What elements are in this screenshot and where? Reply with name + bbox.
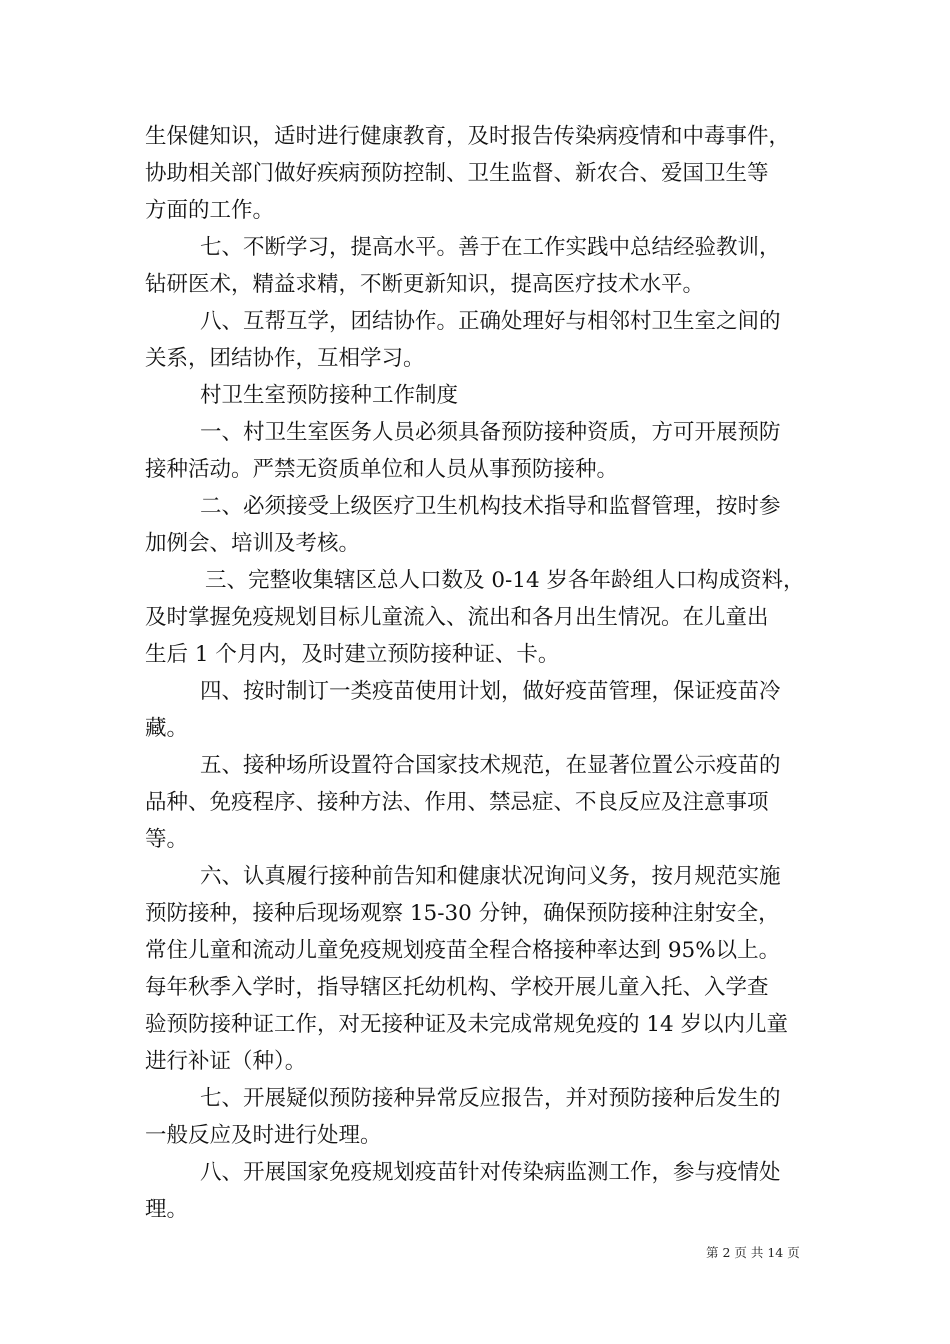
section-heading: 村卫生室预防接种工作制度 [200,383,459,408]
text-line: 等。 [145,827,189,852]
text-line: 藏。 [145,716,189,741]
text-line: 验预防接种证工作，对无接种证及未完成常规免疫的 14 岁以内儿童 [145,1012,789,1037]
page-number-footer: 第 2 页 共 14 页 [706,1245,800,1260]
paragraph-start-line: 一、村卫生室医务人员必须具备预防接种资质，方可开展预防 [200,420,781,445]
paragraph-start-line: 八、开展国家免疫规划疫苗针对传染病监测工作，参与疫情处 [200,1160,781,1185]
text-line: 每年秋季入学时，指导辖区托幼机构、学校开展儿童入托、入学查 [145,975,769,1000]
paragraph-start-line: 六、认真履行接种前告知和健康状况询问义务，按月规范实施 [200,864,781,889]
text-line: 一般反应及时进行处理。 [145,1123,382,1148]
text-line: 协助相关部门做好疾病预防控制、卫生监督、新农合、爱国卫生等 [145,161,769,186]
paragraph-start-line: 八、互帮互学，团结协作。正确处理好与相邻村卫生室之间的 [200,309,781,334]
text-line: 生保健知识，适时进行健康教育，及时报告传染病疫情和中毒事件， [145,124,791,149]
text-line: 接种活动。严禁无资质单位和人员从事预防接种。 [145,457,619,482]
paragraph-start-line: 二、必须接受上级医疗卫生机构技术指导和监督管理，按时参 [200,494,781,519]
text-line: 关系，团结协作，互相学习。 [145,346,425,371]
paragraph-start-line: 五、接种场所设置符合国家技术规范，在显著位置公示疫苗的 [200,753,781,778]
paragraph-start-line: 三、完整收集辖区总人口数及 0-14 岁各年龄组人口构成资料， [205,568,805,593]
text-line: 生后 1 个月内，及时建立预防接种证、卡。 [145,642,560,667]
text-line: 品种、免疫程序、接种方法、作用、禁忌症、不良反应及注意事项 [145,790,769,815]
text-line: 理。 [145,1197,189,1222]
text-line: 钻研医术，精益求精，不断更新知识，提高医疗技术水平。 [145,272,705,297]
text-line: 加例会、培训及考核。 [145,531,361,556]
text-line: 常住儿童和流动儿童免疫规划疫苗全程合格接种率达到 95%以上。 [145,938,781,963]
paragraph-start-line: 七、开展疑似预防接种异常反应报告，并对预防接种后发生的 [200,1086,781,1111]
text-line: 预防接种，接种后现场观察 15-30 分钟，确保预防接种注射安全， [145,901,780,926]
text-line: 方面的工作。 [145,198,275,223]
text-line: 进行补证（种）。 [145,1049,307,1074]
paragraph-start-line: 七、不断学习，提高水平。善于在工作实践中总结经验教训， [200,235,781,260]
paragraph-start-line: 四、按时制订一类疫苗使用计划，做好疫苗管理，保证疫苗冷 [200,679,781,704]
document-body [145,118,815,1228]
text-line: 及时掌握免疫规划目标儿童流入、流出和各月出生情况。在儿童出 [145,605,769,630]
